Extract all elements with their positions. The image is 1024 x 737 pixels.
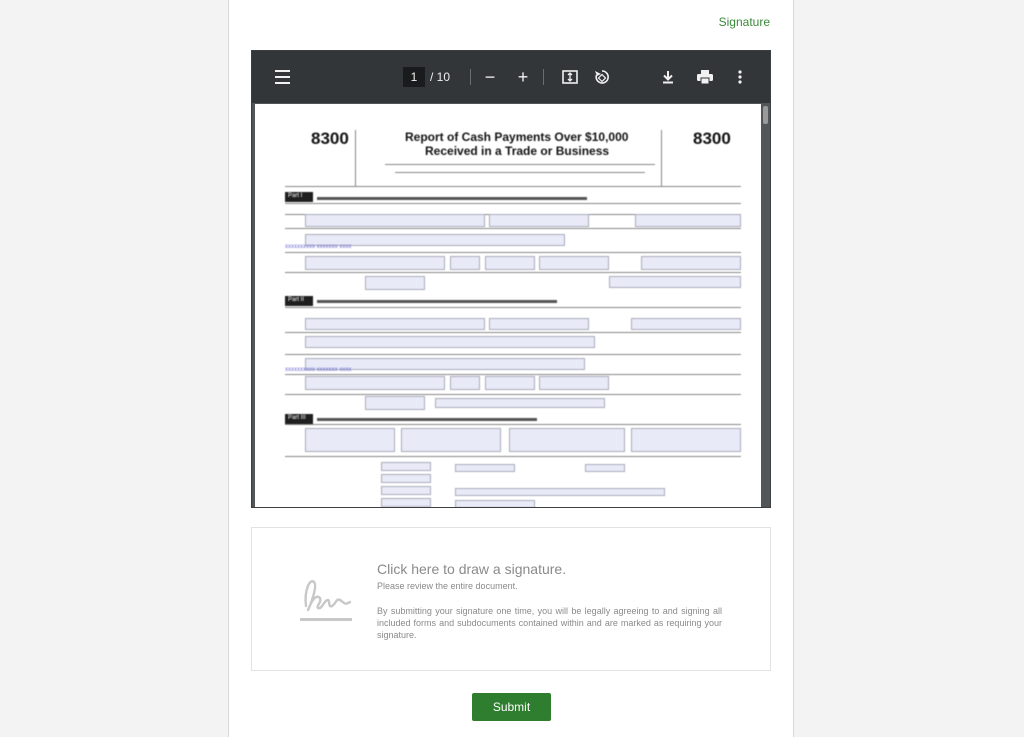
form-8300: 8300 8300 Report of Cash Payments Over $10,000 Received in a Trade or Business Part I xxxxxxxxxx xxxxxxx xxxx Part II xxxxxxxxxx xxxxxxx xxxx Part III xyxy=(285,104,741,508)
toolbar-divider xyxy=(543,69,544,85)
page-total: / 10 xyxy=(430,70,451,84)
download-icon[interactable] xyxy=(658,67,678,87)
signature-icon xyxy=(300,572,354,628)
signature-link[interactable]: Signature xyxy=(718,15,770,29)
form-number-right: 8300 xyxy=(693,129,731,148)
rotate-icon[interactable] xyxy=(592,67,612,87)
part-label: Part II xyxy=(288,297,305,303)
pdf-toolbar xyxy=(252,51,770,103)
signature-card xyxy=(228,0,794,737)
part-label: Part I xyxy=(288,193,303,199)
pdf-viewer xyxy=(251,50,771,508)
signature-instruction: Please review the entire document. xyxy=(377,581,518,591)
page-number-input[interactable]: 1 xyxy=(403,67,425,87)
pdf-page xyxy=(255,104,761,508)
form-title-line2: Received in a Trade or Business xyxy=(425,144,610,158)
submit-button[interactable]: Submit xyxy=(472,693,551,721)
print-icon[interactable] xyxy=(695,67,715,87)
part-label: Part III xyxy=(288,415,306,421)
menu-icon[interactable] xyxy=(272,67,292,87)
zoom-in-button[interactable] xyxy=(513,67,533,87)
zoom-in-icon: + xyxy=(517,67,529,87)
form-title-line1: Report of Cash Payments Over $10,000 xyxy=(405,130,629,144)
form-number-left: 8300 xyxy=(311,129,349,148)
signature-prompt: Click here to draw a signature. xyxy=(377,561,567,577)
pdf-scrollbar[interactable] xyxy=(763,106,768,124)
signature-pad[interactable] xyxy=(251,527,771,671)
toolbar-divider xyxy=(470,69,471,85)
signature-legal-text: By submitting your signature one time, you will be legally agreeing to and signing all included forms and subdocuments contained within and are marked as requiring your signature. xyxy=(377,606,722,640)
more-icon[interactable] xyxy=(730,67,750,87)
zoom-out-button[interactable] xyxy=(480,67,500,87)
zoom-out-icon: − xyxy=(484,67,496,87)
fit-page-icon[interactable] xyxy=(560,67,580,87)
